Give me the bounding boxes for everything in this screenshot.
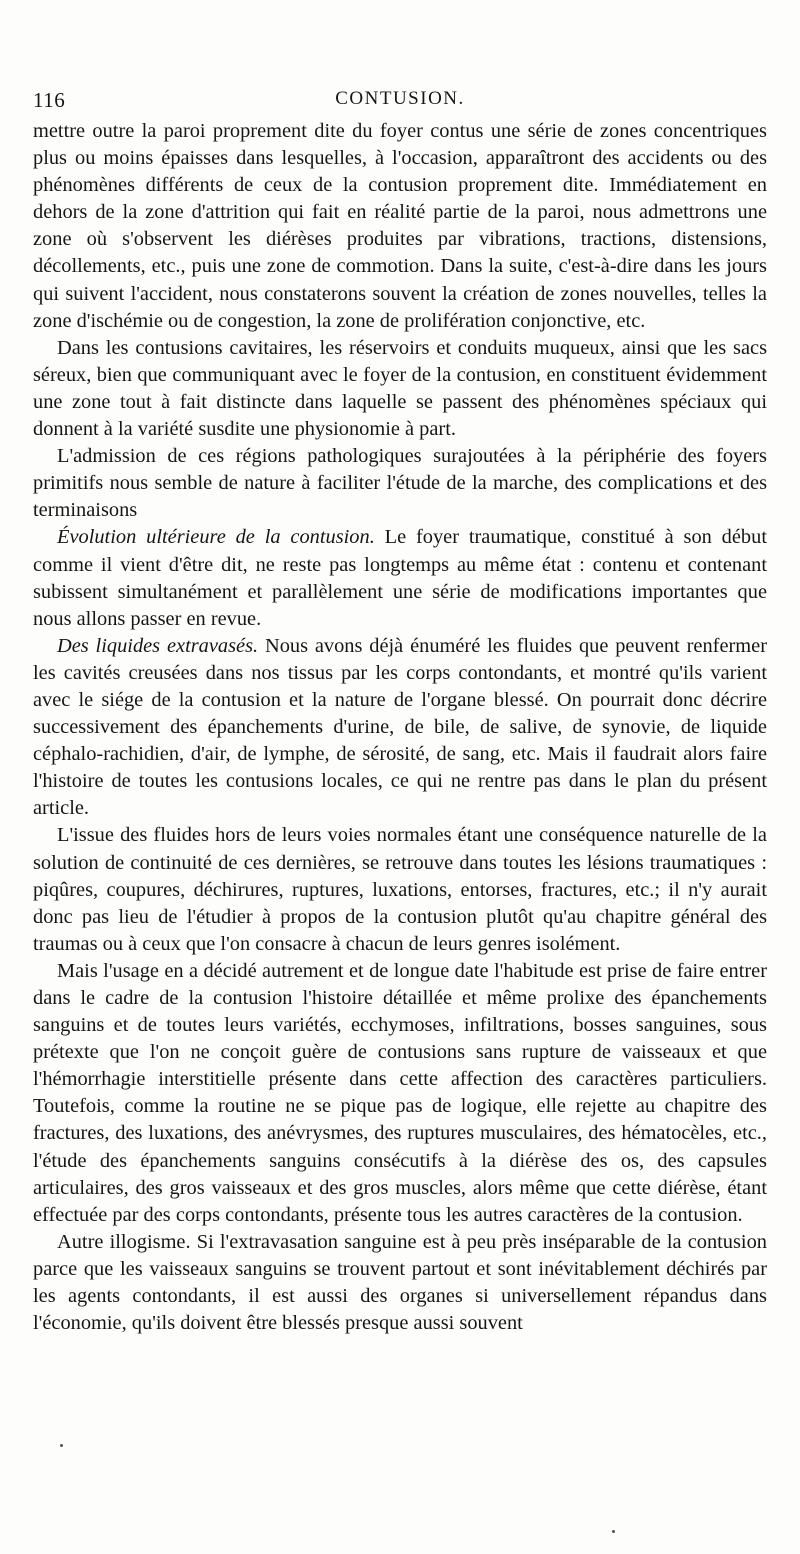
paragraph xyxy=(33,633,767,823)
paragraph-heading: Évolution ultérieure de la contusion. xyxy=(57,526,375,549)
running-title: CONTUSION. xyxy=(335,88,465,109)
paragraph-text: Mais l'usage en a décidé autrement et de longue date l'habitude est prise de faire entrer dans le cadre de la contusion l'histoire détaillée et même prolixe des épanchements sanguins et de toutes leurs variétés, ecchymoses, infiltrations, bosses sanguines, sous prétexte que l'on ne conçoit guère de contusions sans rupture de vaisseaux et que l'hémorrhagie interstitielle présente dans cette affection des caractères particuliers. Toutefois, comme la routine ne se pique pas de logique, elle rejette au chapitre des fractures, des luxations, des anévrysmes, des ruptures musculaires, des hématocèles, etc., l'étude des épanchements sanguins consécutifs à la diérèse des os, des capsules articulaires, des gros vaisseaux et des gros muscles, alors même que cette diérèse, étant effectuée par des corps contondants, présente tous les autres caractères de la contusion. xyxy=(33,959,767,1226)
paragraph-text: Nous avons déjà énuméré les fluides que peuvent renfermer les cavités creusées dans nos tissus par les corps contondants, et montré qu'ils varient avec le siége de la contusion et la nature de l'organe blessé. On pourrait donc décrire successivement des épanchements d'urine, de bile, de salive, de synovie, de liquide céphalo-rachidien, d'air, de lymphe, de sérosité, de sang, etc. Mais il faudrait alors faire l'histoire de toutes les contusions locales, ce qui ne rentre pas dans le plan du présent article. xyxy=(33,634,767,820)
paragraph xyxy=(33,524,767,632)
page-header xyxy=(33,82,767,118)
paragraph xyxy=(33,443,767,524)
paragraph-text: Autre illogisme. Si l'extravasation sanguine est à peu près inséparable de la contusion parce que les vaisseaux sanguins se trouvent partout et sont inévitablement déchirés par les agents contondants, il est aussi des organes si universellement répandus dans l'économie, qu'ils doivent être blessés presque aussi souvent xyxy=(33,1230,767,1335)
body-text xyxy=(33,118,767,1337)
paragraph-text: Le foyer traumatique, constitué à son début comme il vient d'être dit, ne reste pas longtemps au même état : contenu et contenant subissent simultanément et parallèlement une série de modifications importantes que nous allons passer en revue. xyxy=(33,526,767,630)
paragraph-heading: Des liquides extravasés. xyxy=(57,634,259,657)
paragraph-text: L'issue des fluides hors de leurs voies normales étant une conséquence naturelle de la solution de continuité de ces dernières, se retrouve dans toutes les lésions traumatiques : piqûres, coupures, déchirures, ruptures, luxations, entorses, fractures, etc.; il n'y aurait donc pas lieu de l'étudier à propos de la contusion plutôt qu'au chapitre général des traumas ou à ceux que l'on consacre à chacun de leurs genres isolément. xyxy=(33,824,767,955)
paragraph xyxy=(33,1229,767,1337)
ink-speck xyxy=(612,1530,615,1533)
ink-speck xyxy=(60,1444,63,1447)
paragraph-continuation xyxy=(33,118,767,335)
paragraph-text: L'admission de ces régions pathologiques surajoutées à la périphérie des foyers primitifs nous semble de nature à faciliter l'étude de la marche, des complications et des terminaisons xyxy=(33,445,767,522)
page-number: 116 xyxy=(33,88,66,112)
paragraph xyxy=(33,335,767,443)
paragraph-text: mettre outre la paroi proprement dite du foyer contus une série de zones concentriques plus ou moins épaisses dans lesquelles, à l'occasion, apparaîtront des accidents ou des phénomènes différents de ceux de la contusion proprement dite. Immédiatement en dehors de la zone d'attrition qui fait en réalité partie de la paroi, nous admettrons une zone où s'observent les diérèses produites par vibrations, tractions, distensions, décollements, etc., puis une zone de commotion. Dans la suite, c'est-à-dire dans les jours qui suivent l'accident, nous constaterons souvent la création de zones nouvelles, telles la zone d'ischémie ou de congestion, la zone de prolifération conjonctive, etc. xyxy=(33,120,767,332)
paragraph-text: Dans les contusions cavitaires, les réservoirs et conduits muqueux, ainsi que les sacs séreux, bien que communiquant avec le foyer de la contusion, en constituent évidemment une zone tout à fait distincte dans laquelle se passent des phénomènes spéciaux qui donnent à la variété susdite une physionomie à part. xyxy=(33,336,767,441)
paragraph xyxy=(33,822,767,957)
paragraph xyxy=(33,958,767,1229)
